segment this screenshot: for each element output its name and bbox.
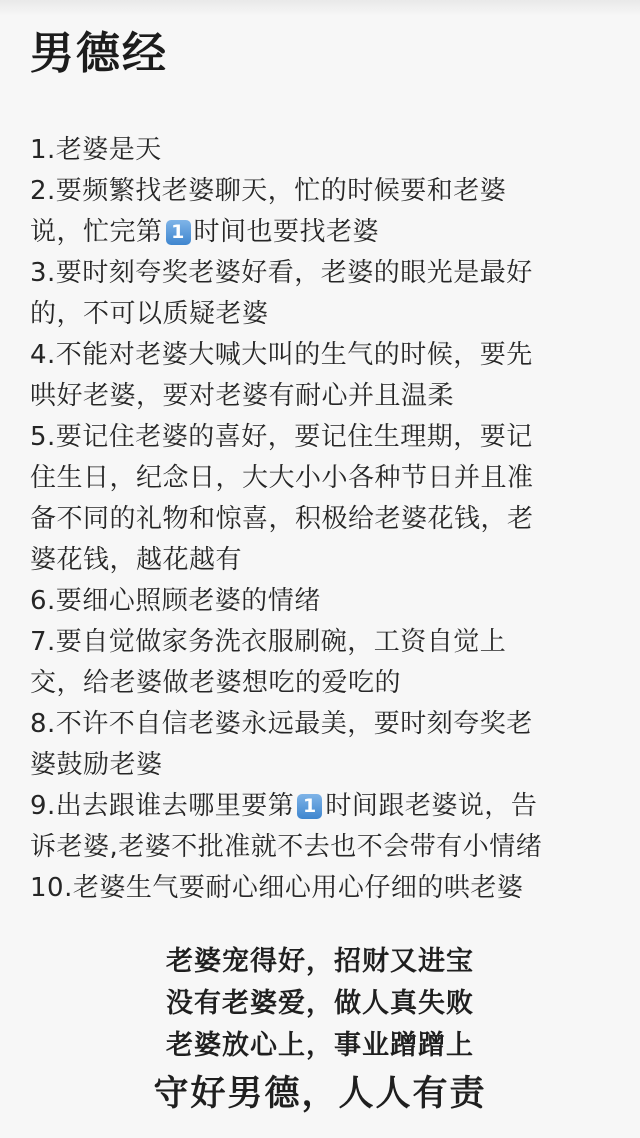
slogan-headline: 守好男德，人人有责 — [153, 1074, 487, 1114]
rule-9-line-1-end: 时间跟老婆说，告 — [325, 791, 538, 821]
rule-7-line-1: 7.要自觉做家务洗衣服刷碗，工资自觉上 — [30, 627, 507, 657]
rule-4-line-1: 4.不能对老婆大喊大叫的生气的时候，要先 — [30, 340, 533, 370]
keycap-one-icon: 1 — [297, 794, 322, 819]
rule-3-line-2: 的，不可以质疑老婆 — [30, 299, 269, 329]
rule-9-line-1-start: 9.出去跟谁去哪里要第 — [30, 791, 295, 821]
rule-5-line-4: 婆花钱，越花越有 — [30, 545, 243, 575]
rule-10-line-1: 10.老婆生气要耐心细心用心仔细的哄老婆 — [30, 873, 524, 903]
rule-8-line-1: 8.不许不自信老婆永远最美，要时刻夸奖老 — [30, 709, 533, 739]
top-fade — [0, 0, 640, 16]
rule-4-line-2: 哄好老婆，要对老婆有耐心并且温柔 — [30, 381, 455, 411]
rules-list — [30, 130, 610, 909]
rule-5-line-2: 住生日，纪念日，大大小小各种节日并且准 — [30, 463, 534, 493]
rule-2-line-2 — [30, 212, 610, 253]
slogan-line: 没有老婆爱，做人真失败 — [166, 988, 474, 1019]
rule-2-line-2-end: 时间也要找老婆 — [193, 217, 380, 247]
slogan-line: 老婆宠得好，招财又进宝 — [166, 946, 474, 977]
page-title: 男德经 — [30, 28, 168, 79]
rule-1-line-1: 1.老婆是天 — [30, 135, 162, 165]
rule-8-line-2: 婆鼓励老婆 — [30, 750, 163, 780]
rule-2-line-1: 2.要频繁找老婆聊天，忙的时候要和老婆 — [30, 176, 507, 206]
rule-2-line-2-start: 说，忙完第 — [30, 217, 163, 247]
slogan-line: 老婆放心上，事业蹭蹭上 — [166, 1030, 474, 1061]
slogan-block — [0, 941, 640, 1121]
keycap-one-icon: 1 — [166, 220, 191, 245]
rule-3-line-1: 3.要时刻夸奖老婆好看，老婆的眼光是最好 — [30, 258, 533, 288]
rule-5-line-3: 备不同的礼物和惊喜，积极给老婆花钱，老 — [30, 504, 534, 534]
rule-6-line-1: 6.要细心照顾老婆的情绪 — [30, 586, 321, 616]
rule-9-line-1 — [30, 786, 610, 827]
rule-9-line-2: 诉老婆,老婆不批准就不去也不会带有小情绪 — [30, 832, 543, 862]
rule-5-line-1: 5.要记住老婆的喜好，要记住生理期，要记 — [30, 422, 533, 452]
rule-7-line-2: 交，给老婆做老婆想吃的爱吃的 — [30, 668, 402, 698]
